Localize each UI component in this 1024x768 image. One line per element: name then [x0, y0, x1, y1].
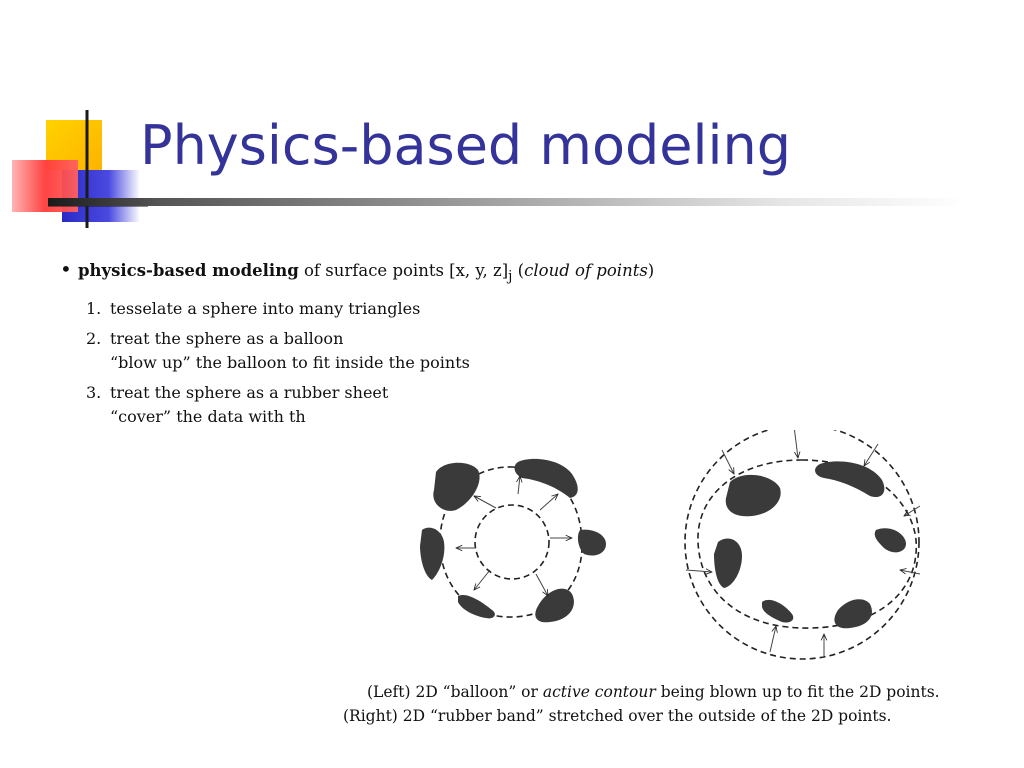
- step-number: 3.: [86, 383, 102, 403]
- rubber-band-diagram: [685, 430, 920, 659]
- contour-figures: [400, 430, 960, 680]
- figure-caption: [343, 680, 940, 728]
- slide-content: [60, 256, 780, 435]
- point-blob: [834, 599, 872, 628]
- step-subtext: “blow up” the balloon to fit inside the points: [110, 353, 470, 373]
- point-blob: [875, 528, 906, 552]
- point-blob: [458, 595, 495, 618]
- step-item: [86, 327, 780, 375]
- caption-text: (Left) 2D “balloon” or: [367, 683, 543, 701]
- step-text: treat the sphere as a balloon: [110, 329, 344, 349]
- point-blob: [433, 463, 479, 511]
- step-text: treat the sphere as a rubber sheet: [110, 383, 389, 403]
- point-blob: [714, 538, 742, 588]
- bullet-item: [60, 256, 780, 289]
- point-blob: [815, 461, 884, 497]
- bullet-paren-close: ): [647, 261, 655, 280]
- point-blob: [578, 530, 606, 556]
- caption-line-1: [343, 680, 940, 704]
- point-blob: [726, 475, 781, 516]
- point-blob: [420, 528, 444, 580]
- step-item: [86, 381, 780, 429]
- point-blob: [535, 589, 574, 623]
- bullet-paren-open: (: [512, 261, 525, 280]
- step-item: [86, 297, 780, 321]
- caption-line-2: (Right) 2D “rubber band” stretched over the outside of the 2D points.: [343, 707, 892, 725]
- point-blob: [515, 459, 578, 498]
- step-text: tesselate a sphere into many triangles: [110, 299, 421, 319]
- bullet-icon: •: [60, 257, 72, 281]
- step-subtext: “cover” the data with th: [110, 407, 306, 427]
- bullet-bold-text: physics-based modeling: [78, 261, 299, 280]
- step-number: 1.: [86, 299, 102, 319]
- steps-list: [86, 297, 780, 429]
- point-blob: [762, 600, 793, 623]
- step-number: 2.: [86, 329, 102, 349]
- title-divider: [48, 198, 968, 206]
- page-title: Physics-based modeling: [140, 114, 792, 177]
- bullet-italic-text: cloud of points: [524, 261, 648, 280]
- bullet-subscript: j: [508, 268, 513, 285]
- balloon-diagram: [420, 459, 606, 622]
- bullet-text: of surface points [x, y, z]: [298, 261, 509, 280]
- caption-italic-text: active contour: [542, 683, 656, 701]
- caption-text: being blown up to fit the 2D points.: [655, 683, 940, 701]
- inner-contour: [475, 505, 549, 579]
